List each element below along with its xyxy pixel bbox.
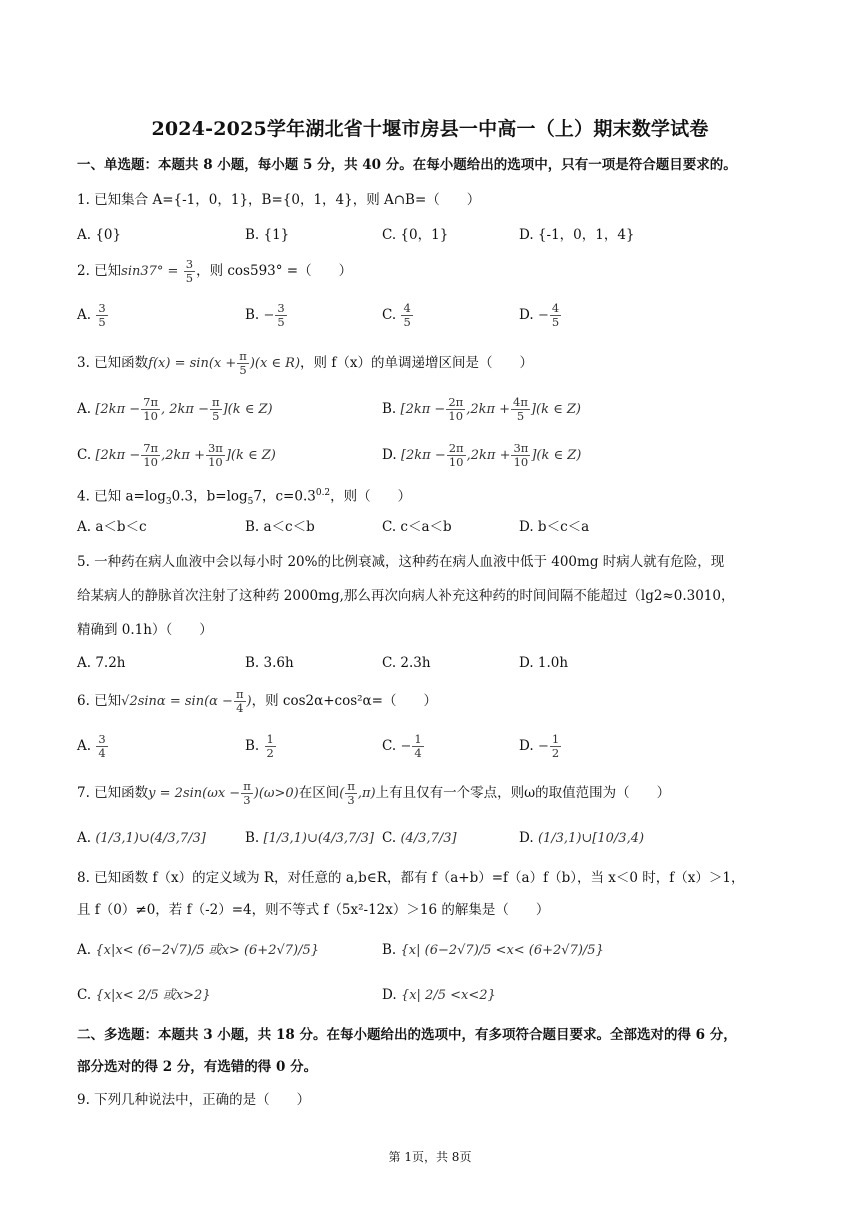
section-single-choice-heading: 一、单选题：本题共 8 小题，每小题 5 分，共 40 分。在每小题给出的选项中，只有一项是符合题目要求的。: [77, 157, 737, 173]
frac-den: 5: [403, 315, 411, 329]
option-label: D.: [382, 447, 397, 463]
q7-stem-math-d: ,π): [357, 786, 376, 801]
q5-option-c: C. 2.3h: [382, 655, 431, 671]
option-label: B.: [245, 738, 260, 754]
option-math: [2kπ −: [400, 402, 446, 417]
q7-stem-math-c: (: [339, 786, 345, 801]
frac-den: 10: [143, 409, 158, 423]
q6-option-b: [245, 733, 277, 760]
option-sign: −: [537, 308, 549, 323]
frac-den: 10: [143, 455, 158, 469]
q7-stem-fraction-2: [345, 780, 357, 807]
q2-option-d: [519, 302, 562, 329]
option-math: (1/3,1)∪(4/3,7/3]: [95, 831, 206, 846]
frac-num: 1: [414, 732, 422, 746]
frac-num: 3: [185, 257, 194, 271]
option-math: (1/3,1)∪[10/3,4): [537, 831, 645, 846]
q6-option-c: [382, 733, 425, 760]
question-9-stem: 9. 下列几种说法中，正确的是（ ）: [77, 1092, 311, 1108]
frac-den: 10: [448, 455, 464, 469]
frac-num: π: [239, 349, 247, 363]
q7-stem-math-b: )(ω>0): [253, 786, 299, 801]
question-4-stem: [77, 483, 800, 512]
q3-stem-suffix: ，则 f（x）的单调递增区间是（ ）: [300, 355, 533, 371]
option-math: ,2kπ +: [466, 402, 511, 417]
option-label: A.: [77, 830, 92, 846]
frac-den: 5: [185, 271, 194, 285]
option-fraction: [265, 733, 276, 760]
frac-num: 1: [551, 732, 560, 746]
option-label: C.: [77, 447, 92, 463]
option-fraction: [141, 442, 160, 469]
frac-num: 3: [98, 301, 106, 315]
frac-num: 3π: [513, 441, 529, 455]
question-3-stem: [77, 350, 800, 377]
option-math: [2kπ −: [400, 448, 446, 463]
question-5-line-3: 精确到 0.1h）（ ）: [77, 622, 213, 638]
option-fraction: [550, 733, 561, 760]
option-math: ,2kπ +: [161, 448, 205, 463]
option-label: B.: [382, 401, 397, 417]
option-math: ](k ∈ Z): [222, 402, 273, 417]
frac-den: 10: [448, 409, 464, 423]
q7-option-a: [77, 828, 206, 849]
q4-stem-c: 7，c=0.3: [253, 488, 316, 505]
question-2-stem: [77, 258, 800, 285]
frac-den: 10: [208, 455, 223, 469]
q1-option-d: D. {-1，0，1，4}: [519, 227, 635, 243]
option-math: [1/3,1)∪(4/3,7/3]: [263, 831, 374, 846]
frac-den: 2: [551, 746, 560, 760]
option-math: {x| 2/5 <x<2}: [400, 988, 496, 1003]
option-fraction: [141, 396, 160, 423]
q3-stem-prefix: 3. 已知函数: [77, 355, 149, 371]
frac-num: 7π: [143, 441, 159, 455]
option-sign: −: [537, 739, 549, 754]
option-label: A.: [77, 738, 92, 754]
frac-den: 5: [239, 363, 247, 377]
frac-den: 5: [551, 315, 560, 329]
option-sign: −: [400, 739, 412, 754]
q1-option-a: A. {0}: [77, 227, 122, 243]
option-math: [2kπ −: [95, 402, 141, 417]
q6-stem-suffix: ，则 cos2α+cos²α=（ ）: [251, 693, 437, 709]
q2-option-a: [77, 302, 109, 329]
q3-option-b: [382, 396, 581, 423]
frac-num: π: [212, 395, 220, 409]
frac-num: π: [235, 687, 244, 701]
frac-den: 3: [243, 793, 251, 807]
option-label: D.: [519, 738, 534, 754]
q4-option-b: B. a＜c＜b: [245, 519, 315, 535]
q4-sub-2: 5: [247, 497, 254, 508]
q4-option-a: A. a＜b＜c: [77, 519, 147, 535]
option-label: B.: [245, 307, 260, 323]
q2-stem-fraction: [184, 258, 195, 285]
q4-sup-1: 0.2: [315, 488, 331, 498]
frac-num: 4π: [513, 395, 528, 409]
q6-option-d: [519, 733, 562, 760]
frac-num: 2π: [448, 395, 464, 409]
option-fraction: [96, 302, 107, 329]
question-5-line-2: 给某病人的静脉首次注射了这种药 2000mg,那么再次向病人补充这种药的时间间隔不能超过（lg2≈0.3010，: [77, 588, 735, 604]
q2-stem-math: sin37° =: [121, 264, 179, 279]
q4-stem-d: ，则（ ）: [330, 488, 412, 505]
question-6-stem: [77, 688, 800, 715]
option-math: (4/3,7/3]: [400, 831, 457, 846]
frac-num: 4: [403, 301, 411, 315]
frac-num: 2π: [448, 441, 464, 455]
option-math: {x|x< (6−2√7)/5 或x> (6+2√7)/5}: [95, 943, 320, 958]
q4-stem-a: 4. 已知 a=log: [77, 488, 166, 505]
question-8-line-2: 且 f（0）≠0，若 f（-2）=4，则不等式 f（5x²-12x）＞16 的解集是（ ）: [77, 902, 550, 918]
q4-option-c: C. c＜a＜b: [382, 519, 452, 535]
option-fraction: [210, 396, 222, 423]
q7-stem-math-a: y = 2sin(ωx −: [148, 786, 241, 801]
option-math: ](k ∈ Z): [531, 448, 582, 463]
frac-den: 4: [414, 746, 422, 760]
q7-option-d: [519, 828, 644, 849]
frac-num: 4: [551, 301, 560, 315]
frac-den: 5: [98, 315, 106, 329]
option-fraction: [206, 442, 225, 469]
q4-option-d: D. b＜c＜a: [519, 519, 590, 535]
option-fraction: [401, 302, 412, 329]
option-sign: −: [263, 308, 275, 323]
q3-option-c: [77, 442, 276, 469]
q5-option-a: A. 7.2h: [77, 655, 126, 671]
question-1-stem: 1. 已知集合 A={-1，0，1}，B={0，1，4}，则 A∩B=（ ）: [77, 192, 481, 208]
option-label: C.: [382, 307, 397, 323]
frac-num: π: [243, 779, 251, 793]
q2-stem-suffix: ，则 cos593° =（ ）: [196, 263, 353, 279]
option-fraction: [447, 442, 466, 469]
frac-num: 1: [266, 732, 274, 746]
frac-num: 3π: [207, 441, 223, 455]
frac-den: 5: [516, 409, 525, 423]
q7-option-c: [382, 828, 457, 849]
q2-option-b: [245, 302, 288, 329]
q7-option-b: [245, 828, 374, 849]
q8-option-d: [382, 985, 496, 1006]
option-math: ](k ∈ Z): [225, 448, 276, 463]
q3-stem-fraction: [237, 350, 249, 377]
frac-den: 10: [513, 455, 529, 469]
q7-stem-fraction: [241, 780, 253, 807]
frac-den: 5: [212, 409, 220, 423]
page-title: 2024-2025学年湖北省十堰市房县一中高一（上）期末数学试卷: [151, 118, 709, 140]
question-7-stem: [77, 780, 800, 807]
q8-option-a: [77, 940, 319, 961]
q4-sub-1: 3: [165, 497, 172, 508]
frac-num: π: [347, 779, 355, 793]
q6-stem-math-a: √2sinα = sin(α −: [121, 694, 233, 709]
option-label: C.: [77, 987, 92, 1003]
q6-stem-fraction: [234, 688, 246, 715]
option-label: C.: [382, 738, 397, 754]
option-label: B.: [245, 830, 260, 846]
q1-option-c: C. {0，1}: [382, 227, 449, 243]
question-8-line-1: 8. 已知函数 f（x）的定义域为 R，对任意的 a,b∈R，都有 f（a+b）=f（a）f（b），当 x＜0 时，f（x）＞1，: [77, 870, 745, 886]
q6-option-a: [77, 733, 109, 760]
section-multi-choice-heading-2: 部分选对的得 2 分，有选错的得 0 分。: [77, 1059, 318, 1075]
frac-den: 5: [277, 315, 285, 329]
frac-num: 3: [277, 301, 285, 315]
option-math: {x|x< 2/5 或x>2}: [95, 988, 211, 1003]
frac-num: 7π: [143, 395, 159, 409]
q3-stem-math-b: )(x ∈ R): [249, 356, 301, 371]
q2-stem-prefix: 2. 已知: [77, 263, 122, 279]
q6-stem-math-b: ): [246, 694, 252, 709]
option-math: [2kπ −: [95, 448, 141, 463]
q4-stem-b: 0.3，b=log: [171, 488, 248, 505]
q3-option-d: [382, 442, 581, 469]
q7-stem-prefix: 7. 已知函数: [77, 785, 149, 801]
option-label: D.: [519, 307, 534, 323]
q3-stem-math-a: f(x) = sin(x +: [148, 356, 237, 371]
q5-option-b: B. 3.6h: [245, 655, 294, 671]
option-math: {x| (6−2√7)/5 <x< (6+2√7)/5}: [400, 943, 604, 958]
option-math: , 2kπ −: [161, 402, 209, 417]
option-fraction: [446, 396, 465, 423]
frac-den: 3: [347, 793, 355, 807]
q7-stem-mid: 在区间: [298, 785, 340, 801]
option-label: B.: [382, 942, 397, 958]
q5-option-d: D. 1.0h: [519, 655, 569, 671]
page-footer: 第 1页，共 8页: [388, 1150, 472, 1164]
option-label: C.: [382, 830, 397, 846]
option-label: D.: [382, 987, 397, 1003]
frac-den: 2: [266, 746, 274, 760]
option-math: ](k ∈ Z): [530, 402, 581, 417]
option-fraction: [550, 302, 561, 329]
option-fraction: [96, 733, 107, 760]
option-label: A.: [77, 307, 92, 323]
q1-option-b: B. {1}: [245, 227, 290, 243]
section-multi-choice-heading-1: 二、多选题：本题共 3 小题，共 18 分。在每小题给出的选项中，有多项符合题目要求。全部选对的得 6 分，: [77, 1027, 737, 1043]
question-5-line-1: 5. 一种药在病人血液中会以每小时 20%的比例衰减，这种药在病人血液中低于 400mg 时病人就有危险，现: [77, 554, 725, 570]
option-fraction: [412, 733, 423, 760]
q2-option-c: [382, 302, 414, 329]
q8-option-b: [382, 940, 604, 961]
q7-stem-suffix: 上有且仅有一个零点，则ω的取值范围为（ ）: [375, 785, 671, 801]
option-math: ,2kπ +: [466, 448, 511, 463]
q8-option-c: [77, 985, 211, 1006]
option-label: A.: [77, 942, 92, 958]
frac-num: 3: [98, 732, 106, 746]
q3-option-a: [77, 396, 273, 423]
frac-den: 4: [236, 701, 244, 715]
option-fraction: [511, 442, 530, 469]
frac-den: 4: [98, 746, 106, 760]
option-label: D.: [519, 830, 534, 846]
q6-stem-prefix: 6. 已知: [77, 693, 122, 709]
option-fraction: [275, 302, 286, 329]
option-fraction: [511, 396, 530, 423]
option-label: A.: [77, 401, 92, 417]
